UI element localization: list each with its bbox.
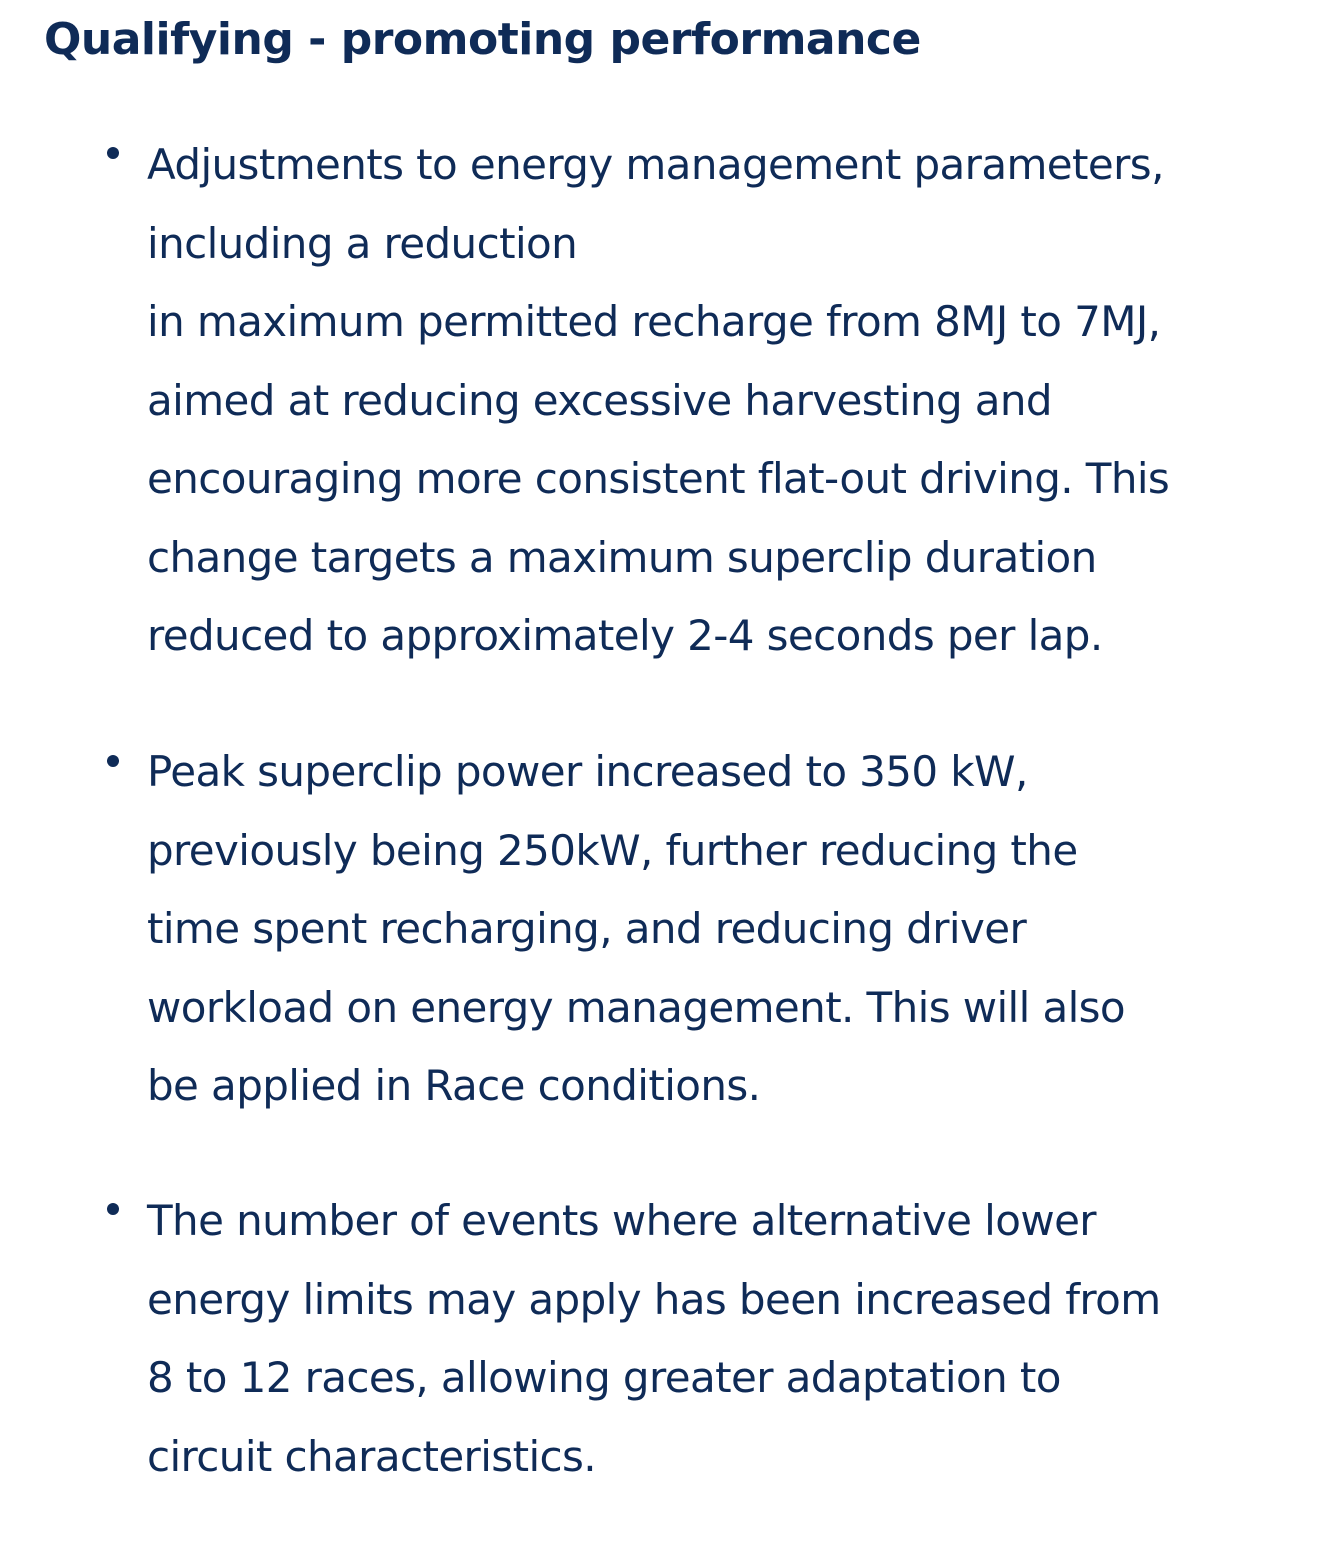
text-line: including a reduction bbox=[147, 218, 578, 268]
bullet-text bbox=[147, 126, 1307, 676]
bullet-dot-icon bbox=[107, 147, 119, 159]
bullet-dot-icon bbox=[107, 755, 119, 767]
bullet-dot-icon bbox=[107, 1203, 119, 1215]
text-line: change targets a maximum superclip duration bbox=[147, 532, 1097, 582]
text-line: Peak superclip power increased to 350 kW, bbox=[147, 747, 1028, 796]
bullet-text bbox=[147, 1182, 1307, 1496]
text-line: workload on energy management. This will also bbox=[147, 982, 1126, 1032]
text-line: Adjustments to energy management parameters, bbox=[147, 140, 1164, 189]
text-line: The number of events where alternative lower bbox=[147, 1196, 1096, 1245]
page-title: Qualifying - promoting performance bbox=[44, 14, 921, 65]
text-line: be applied in Race conditions. bbox=[147, 1061, 761, 1110]
text-line: previously being 250kW, further reducing the bbox=[147, 825, 1078, 875]
text-line: 8 to 12 races, allowing greater adaptation to bbox=[147, 1353, 1061, 1402]
text-line: aimed at reducing excessive harvesting and bbox=[147, 375, 1052, 425]
bullet-text bbox=[147, 733, 1307, 1126]
text-line: in maximum permitted recharge from 8MJ to 7MJ, bbox=[147, 297, 1161, 346]
text-line: time spent recharging, and reducing driver bbox=[147, 904, 1027, 953]
text-line: energy limits may apply has been increased from bbox=[147, 1274, 1161, 1324]
text-line: encouraging more consistent flat-out driving. This bbox=[147, 454, 1170, 503]
text-line: circuit characteristics. bbox=[147, 1431, 597, 1481]
text-line: reduced to approximately 2-4 seconds per lap. bbox=[147, 611, 1103, 660]
